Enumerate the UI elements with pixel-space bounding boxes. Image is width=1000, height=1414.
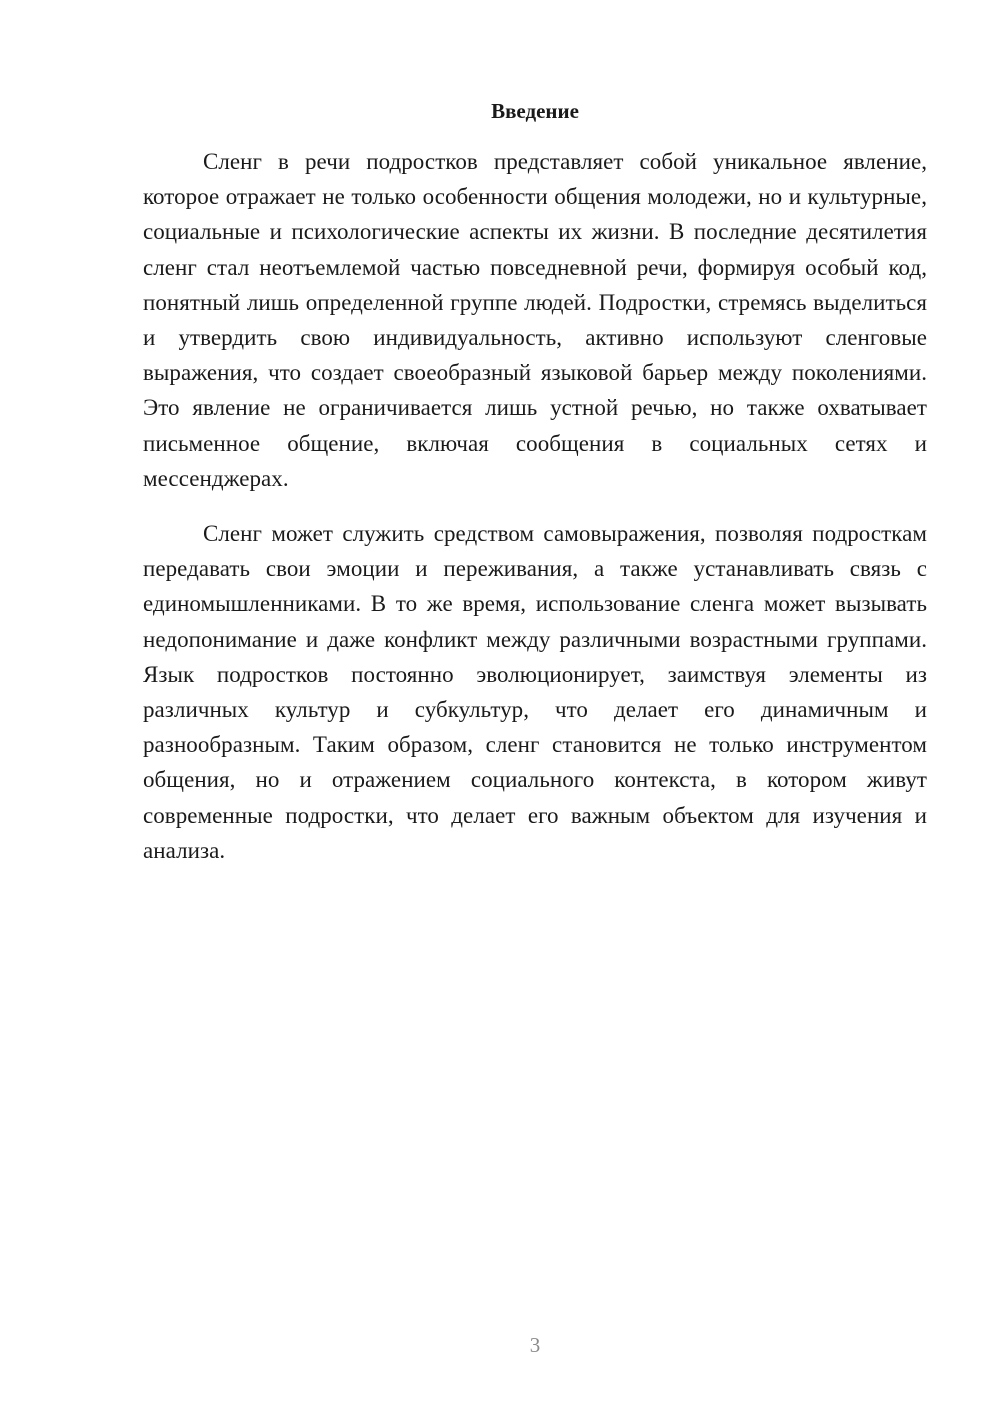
paragraph: Сленг в речи подростков представляет собой уникальное явление, которое отражает не только особенности общения молодежи, но и культурные, социальные и психологические аспекты их жизни. В последние десятилетия сленг стал неотъемлемой частью повседневной речи, формируя особый код, понятный лишь определенной группе людей. Подростки, стремясь выделиться и утвердить свою индивидуальность, активно используют сленговые выражения, что создает своеобразный языковой барьер между поколениями. Это явление не ограничивается лишь устной речью, но также охватывает письменное общение, включая сообщения в социальных сетях и мессенджерах. — [143, 149, 927, 491]
section-heading: Введение — [491, 99, 579, 123]
paragraph: Сленг может служить средством самовыражения, позволяя подросткам передавать свои эмоции и переживания, а также устанавливать связь с единомышленниками. В то же время, использование сленга может вызывать недопонимание и даже конфликт между различными возрастными группами. Язык подростков постоянно эволюционирует, заимствуя элементы из различных культур и субкультур, что делает его динамичным и разнообразным. Таким образом, сленг становится не только инструментом общения, но и отражением социального контекста, в котором живут современные подростки, что делает его важным объектом для изучения и анализа. — [143, 521, 927, 863]
page-number: 3 — [529, 1333, 541, 1357]
document-body — [143, 144, 927, 868]
